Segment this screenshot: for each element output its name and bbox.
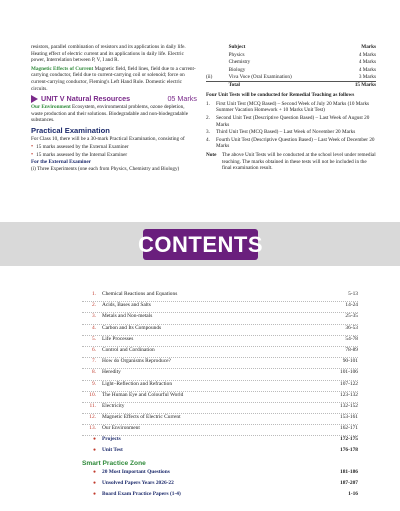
chapter-number: 7.: [91, 358, 96, 365]
practical-bullet-text: 15 marks assessed by the Internal Examiner: [36, 151, 128, 158]
chapter-pages: 132-152: [340, 402, 358, 409]
extra-pages: 1-16: [348, 491, 358, 497]
magnetic-effects-paragraph: [31, 66, 197, 92]
total-label: Total: [229, 81, 331, 89]
chapter-pages: 25-35: [345, 313, 358, 320]
chapter-number: 9.: [91, 380, 96, 387]
practical-bullet-text: 15 marks assessed by the External Examiner: [36, 144, 129, 151]
chapter-pages: 54-78: [345, 335, 358, 342]
chapter-title: Our Environment: [102, 425, 140, 432]
bullet-icon: ●: [92, 470, 96, 475]
chapter-title: Carbon and Its Compounds: [102, 324, 162, 331]
bullet-icon: •: [31, 144, 34, 151]
chapter-number: 13.: [89, 425, 96, 432]
chapter-title: Metals and Non-metals: [102, 313, 153, 320]
unit5-heading: [31, 95, 197, 103]
subject-cell: Chemistry: [228, 59, 251, 66]
chapter-pages: 123-132: [340, 391, 358, 398]
external-examiner-heading: For the External Examiner: [31, 159, 91, 166]
syllabus-section: [0, 0, 400, 220]
practical-title: Practical Examination: [31, 125, 110, 135]
marks-table: [206, 44, 376, 89]
contents-list: [82, 291, 358, 436]
unit-test-text: First Unit Test (MCQ Based) – Second Week of July 20 Marks (10 Marks Summer Vacation Homework + 10 Marks Unit Test): [216, 100, 370, 114]
table-row: [206, 59, 376, 66]
chapter-title: Acids, Bases and Salts: [102, 302, 151, 309]
chapter-pages: 5-13: [348, 291, 358, 297]
extra-title: Unit Test: [102, 447, 123, 453]
chapter-number: 8.: [91, 369, 96, 376]
chapter-pages: 36-53: [345, 324, 358, 331]
arrow-icon: [31, 95, 38, 103]
note-text: The above Unit Tests will be conducted at the school level under remedial teaching. The marks obtained in these tests will not be included in the final examination result.: [222, 152, 376, 172]
extra-title: 20 Most Important Questions: [102, 469, 170, 475]
left-column: [31, 44, 197, 175]
total-value: 15 Marks: [331, 81, 376, 89]
list-item[interactable]: [82, 447, 358, 458]
unit-test-text: Second Unit Test (Descriptive Question Based) – Last Week of August 20 Marks: [216, 115, 370, 128]
list-item[interactable]: [82, 291, 358, 302]
list-item[interactable]: [82, 403, 358, 414]
unit-test-text: Fourth Unit Test (Descriptive Question Based) – Last Week of December 20 Marks: [216, 136, 375, 150]
chapter-number: 4.: [91, 324, 96, 331]
extra-pages: 187-207: [340, 480, 358, 486]
extras-list: [82, 436, 358, 502]
total-row: [206, 81, 376, 89]
chapter-number: 5.: [91, 335, 96, 342]
chapter-title: Control and Cordination: [102, 346, 155, 353]
list-item[interactable]: [82, 302, 358, 313]
chapter-number: 2.: [91, 302, 96, 309]
list-item[interactable]: [82, 436, 358, 447]
chapter-number: 6.: [91, 346, 96, 353]
chapter-number: 12.: [89, 414, 96, 421]
external-examiner-item: (i) Three Experiments (one each from Physics, Chemistry and Biology): [31, 165, 180, 172]
list-item[interactable]: [82, 358, 358, 369]
table-row: (ii) Viva Voce (Oral Examination) 3 Marks: [206, 73, 376, 80]
subject-cell: Viva Voce (Oral Examination): [228, 73, 292, 80]
table-row: [206, 66, 376, 73]
bullet-icon: ●: [92, 448, 96, 453]
list-item[interactable]: [82, 480, 358, 491]
chapter-pages: 90-101: [342, 358, 358, 365]
chapter-pages: 101-106: [340, 369, 358, 376]
marks-cell: 4 Marks: [358, 59, 376, 66]
list-item[interactable]: [82, 369, 358, 380]
chapter-title: Chemical Reactions and Equations: [102, 291, 178, 297]
list-item[interactable]: [82, 381, 358, 392]
contents-title: CONTENTS: [138, 231, 263, 257]
marks-cell: 4 Marks: [358, 51, 376, 58]
subject-cell: Physics: [228, 51, 245, 58]
chapter-title: Light–Reflection and Refraction: [102, 380, 173, 387]
contents-banner: [0, 222, 400, 266]
contents-title-box: [138, 229, 263, 260]
list-item[interactable]: [82, 414, 358, 425]
bullet-icon: ●: [92, 481, 96, 486]
list-item[interactable]: [82, 392, 358, 403]
unit-test-text: Third Unit Test (MCQ Based) – Last Week of November 20 Marks: [216, 129, 356, 136]
chapter-pages: 153-161: [340, 414, 358, 421]
list-item[interactable]: [82, 425, 358, 436]
marks-table-header: [206, 44, 376, 51]
unit5-title: UNIT V Natural Resources: [41, 93, 131, 103]
unit5-marks: 05 Marks: [167, 93, 197, 103]
marks-header: Marks: [361, 44, 376, 51]
subject-header: Subject: [228, 44, 246, 51]
chapter-pages: 78-89: [345, 346, 358, 353]
extra-pages: 181-186: [340, 469, 358, 475]
chapter-title: Life Processes: [102, 335, 134, 342]
note-label: Note: [206, 152, 217, 158]
list-item[interactable]: [82, 325, 358, 336]
smart-zone-title: Smart Practice Zone: [82, 460, 146, 467]
extra-pages: 172-175: [340, 436, 358, 442]
list-item[interactable]: [82, 491, 358, 502]
list-item: 3. Third Unit Test (MCQ Based) – Last Week of November 20 Marks: [206, 129, 356, 136]
practical-bullet: [31, 152, 197, 159]
extra-title: Unsolved Papers Years 2026-22: [102, 480, 174, 486]
practical-bullet: [31, 144, 197, 151]
chapter-pages: 14-24: [345, 302, 358, 309]
remedial-heading: Four Unit Tests will be conducted for Remedial Teaching as follows: [206, 92, 355, 99]
environment-paragraph: [31, 104, 197, 124]
right-column: [206, 44, 376, 172]
list-item: 4. Fourth Unit Test (Descriptive Question Based) – Last Week of December 20 Marks: [206, 136, 375, 150]
environment-text: Ecosystem, environmental problems, ozone depletion, waste production and their solutions. Biodegradable and non-biodegradable substances.: [31, 104, 189, 124]
bullet-icon: •: [31, 151, 34, 158]
list-item[interactable]: [82, 313, 358, 324]
list-item[interactable]: [82, 347, 358, 358]
subject-cell: Biology: [228, 66, 246, 73]
chapter-number: 1.: [91, 291, 96, 297]
note: [206, 152, 376, 172]
marks-cell: 3 Marks: [358, 73, 376, 80]
table-row: [206, 51, 376, 58]
chapter-title: How do Organisms Reproduce?: [102, 358, 171, 365]
extra-title: Board Exam Practice Papers (1-4): [102, 491, 181, 497]
chapter-title: Electricity: [102, 402, 125, 409]
extra-title: Projects: [102, 436, 121, 442]
extra-pages: 176-178: [340, 447, 358, 453]
chapter-title: The Human Eye and Colourful World: [102, 391, 184, 398]
magnetic-effects-label: Magnetic Effects of Current: [31, 65, 94, 72]
list-item: 1. First Unit Test (MCQ Based) – Second Week of July 20 Marks (10 Marks Summer Vacation Homework + 10 Marks Unit Test): [206, 101, 376, 114]
chapter-number: 11.: [89, 402, 96, 409]
practical-intro: For Class 10, there will be a 30-mark Practical Examination, consisting of: [31, 135, 185, 142]
chapter-title: Heredity: [102, 369, 121, 376]
marks-cell: 4 Marks: [358, 66, 376, 73]
bullet-icon: ●: [92, 437, 96, 442]
list-item[interactable]: [82, 469, 358, 480]
list-item[interactable]: [82, 336, 358, 347]
magnetic-effects-text: Magnetic field, field lines, field due to a current-carrying conductor, field due to current-carrying coil or solenoid; force on current-carrying conductor, Fleming's Left Hand Rule. Domestic electric circuits.: [31, 65, 196, 92]
environment-label: Our Environment: [31, 104, 71, 111]
bullet-icon: ●: [92, 492, 96, 497]
chapter-pages: 162-171: [340, 425, 358, 432]
chapter-number: 10.: [89, 391, 96, 398]
intro-paragraph: resistors, parallel combination of resistors and its applications in daily life. Heating effect of electric current and its applications in daily life. Electric power, Interrelation between P, V, I and R.: [31, 44, 186, 64]
chapter-title: Magnetic Effects of Electric Current: [102, 414, 181, 421]
chapter-number: 3.: [91, 313, 96, 320]
chapter-pages: 107-122: [340, 380, 358, 387]
list-item: 2. Second Unit Test (Descriptive Question Based) – Last Week of August 20 Marks: [206, 115, 376, 128]
